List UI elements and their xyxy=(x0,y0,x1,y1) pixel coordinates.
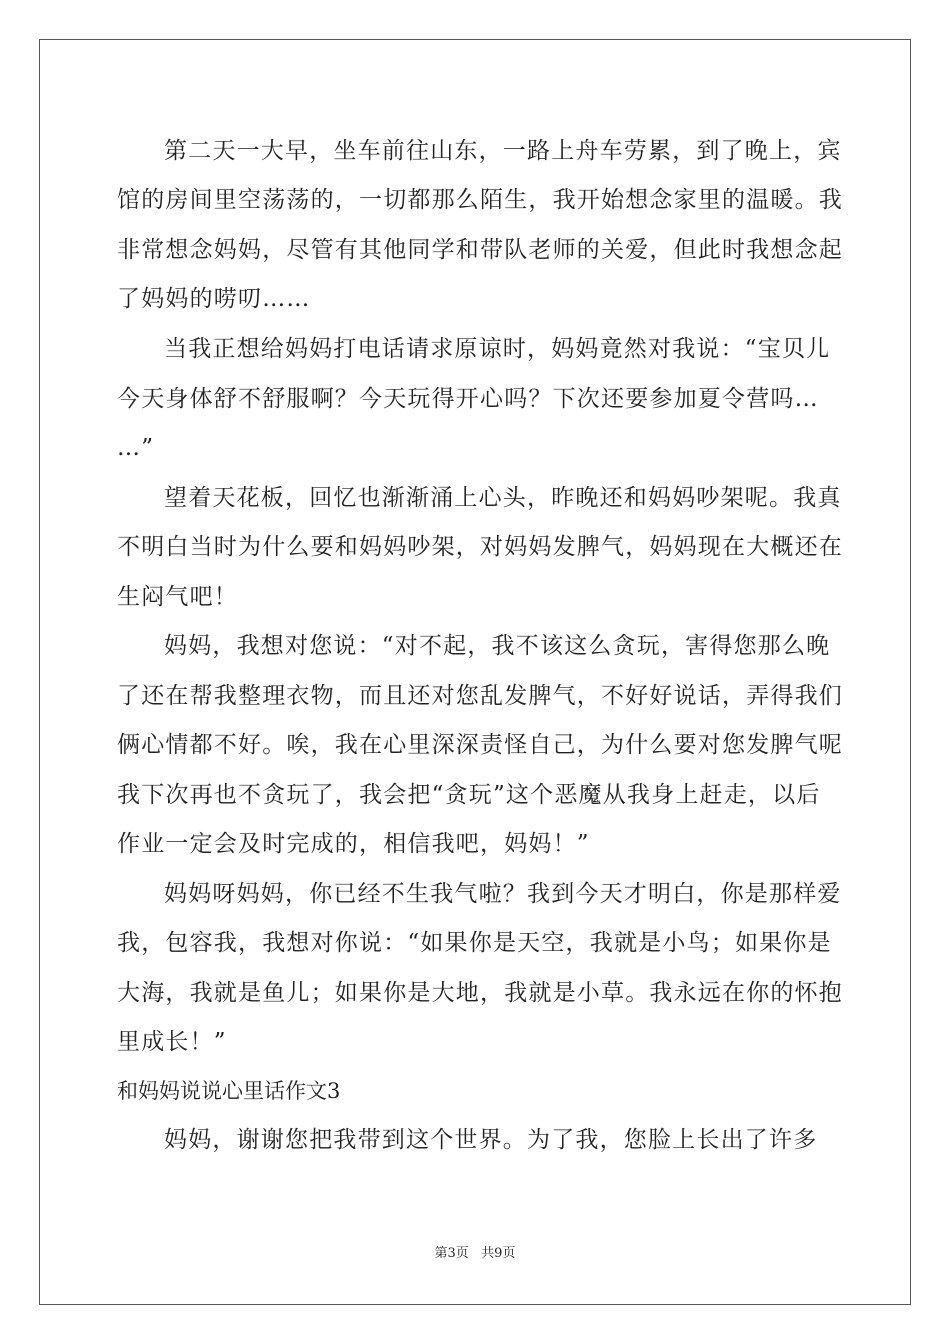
page-footer: 第3页 共9页 xyxy=(434,1246,516,1261)
body-line: …” xyxy=(117,435,155,461)
body-line: 今天身体舒不舒服啊？今天玩得开心吗？下次还要参加夏令营吗… xyxy=(117,386,819,412)
body-line: 大海，我就是鱼儿；如果你是大地，我就是小草。我永远在你的怀抱 xyxy=(117,980,843,1006)
body-line: 非常想念妈妈，尽管有其他同学和带队老师的关爱，但此时我想念起 xyxy=(117,237,843,263)
body-line: 我下次再也不贪玩了，我会把“贪玩”这个恶魔从我身上赶走，以后 xyxy=(117,782,821,808)
body-line: 了妈妈的唠叨…… xyxy=(117,286,311,312)
body-line: 望着天花板，回忆也渐渐涌上心头，昨晚还和妈妈吵架呢。我真 xyxy=(164,485,842,511)
body-line: 妈妈，谢谢您把我带到这个世界。为了我，您脸上长出了许多 xyxy=(164,1127,818,1153)
body-line: 生闷气吧！ xyxy=(117,584,238,610)
body-line: 妈妈呀妈妈，你已经不生我气啦？我到今天才明白，你是那样爱 xyxy=(164,881,842,907)
body-line: 里成长！” xyxy=(117,1029,227,1055)
body-line: 妈妈，我想对您说：“对不起，我不该这么贪玩，害得您那么晚 xyxy=(164,633,831,659)
body-line: 俩心情都不好。唉，我在心里深深责怪自己，为什么要对您发脾气呢 xyxy=(117,732,843,758)
body-line: 不明白当时为什么要和妈妈吵架，对妈妈发脾气，妈妈现在大概还在 xyxy=(117,534,843,560)
body-line: 作业一定会及时完成的，相信我吧，妈妈！” xyxy=(117,831,590,857)
body-line: 当我正想给妈妈打电话请求原谅时，妈妈竟然对我说：“宝贝儿 xyxy=(164,336,831,362)
body-line: 馆的房间里空荡荡的，一切都那么陌生，我开始想念家里的温暖。我 xyxy=(117,187,843,213)
body-line: 第二天一大早，坐车前往山东，一路上舟车劳累，到了晚上，宾 xyxy=(164,138,842,164)
section-heading: 和妈妈说说心里话作文3 xyxy=(117,1079,341,1103)
page-border xyxy=(39,39,911,1305)
body-line: 了还在帮我整理衣物，而且还对您乱发脾气，不好好说话，弄得我们 xyxy=(117,683,843,709)
body-line: 我，包容我，我想对你说：“如果你是天空，我就是小鸟；如果你是 xyxy=(117,930,832,956)
